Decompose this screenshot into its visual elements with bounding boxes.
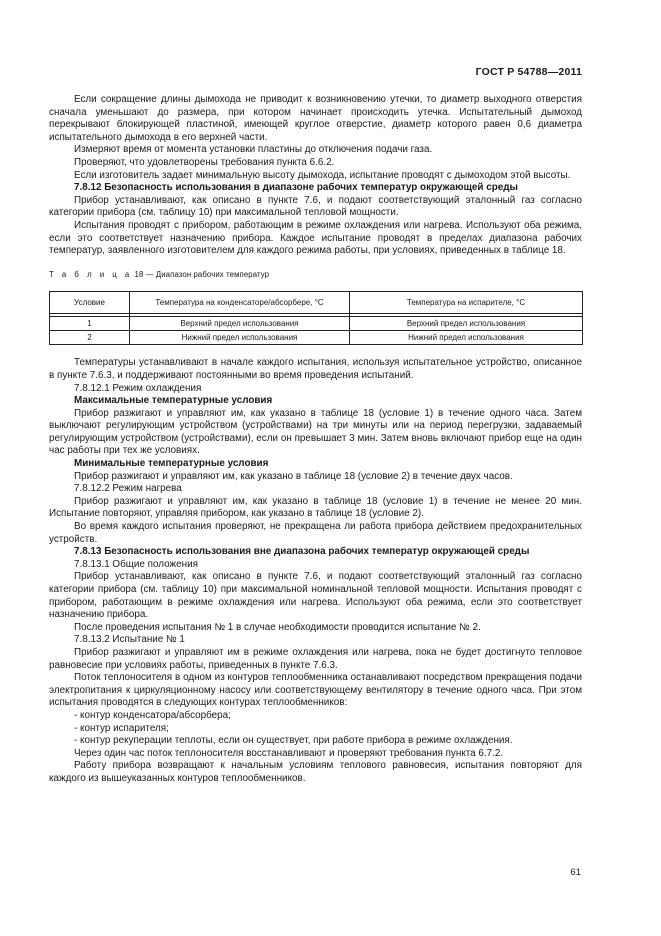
table-header-cell: Температура на испарителе, °С xyxy=(350,292,583,314)
section-heading-7-8-12: 7.8.12 Безопасность использования в диапазоне рабочих температур окружающей среды xyxy=(74,182,518,194)
paragraph: Прибор разжигают и управляют им, как указано в таблице 18 (условие 1) в течение не менее 20 мин. Испытание повторяют, управляя прибором, как указано в таблице 18 (условие 2). xyxy=(49,495,582,520)
table-caption-text: 18 — Диапазон рабочих температур xyxy=(132,269,270,279)
document-header: ГОСТ Р 54788—2011 xyxy=(475,66,582,78)
paragraph: Работу прибора возвращают к начальным условиям теплового равновесия, испытания повторяют для каждого из вышеуказанных контуров теплообменников. xyxy=(49,760,582,784)
paragraph: Если изготовитель задает минимальную высоту дымохода, испытание проводят с дымоходом этой высоты. xyxy=(74,169,571,181)
paragraph: Поток теплоносителя в одном из контуров теплообменника останавливают посредством прекращения подачи электропитания к циркуляционному насосу или соответствующему вентилятору в течение одного часа. При этом испытания проводятся в следующих контурах теплообменников: xyxy=(49,672,582,709)
paragraph: Прибор разжигают и управляют им, как указано в таблице 18 (условие 1) в течение одного часа. Затем выключают регулирующим устройством (устройствами) на три минуты или на период перегрузки, задаваемый регулирующим устройством (устройствами), если он превышает 3 мин. Затем вновь включают прибор еще на один час работы при тех же условиях. xyxy=(49,407,582,457)
subsection-title: 7.8.12.1 Режим охлаждения xyxy=(74,382,202,394)
table-caption-prefix: Т а б л и ц а xyxy=(49,269,133,279)
table-header-row xyxy=(50,292,583,314)
subsection-title: 7.8.13.1 Общие положения xyxy=(74,558,198,570)
paragraph: Во время каждого испытания проверяют, не прекращена ли работа прибора действием предохранительных устройств. xyxy=(49,521,582,545)
heading-max-conditions: Максимальные температурные условия xyxy=(74,395,273,407)
paragraph: Температуры устанавливают в начале каждого испытания, используя испытательное устройство, описанное в пункте 7.6.3, и поддерживают постоянными во время проведения испытаний. xyxy=(49,357,582,381)
paragraph: Прибор разжигают и управляют им в режиме охлаждения или нагрева, пока не будет достигнуто тепловое равновесие при условиях работы, приведенных в пункте 7.6.3. xyxy=(49,646,582,671)
table-header-cell: Условие xyxy=(50,292,130,314)
table-cell: Верхний предел использования xyxy=(350,317,583,331)
paragraph: Проверяют, что удовлетворены требования пункта 6.6.2. xyxy=(74,156,335,168)
table-cell: Нижний предел использования xyxy=(350,331,583,345)
paragraph: После проведения испытания № 1 в случае необходимости проводится испытание № 2. xyxy=(74,621,481,633)
list-item: - контур рекуперации теплоты, если он существует, при работе прибора в режиме охлаждения. xyxy=(74,735,513,747)
paragraph: Через один час поток теплоносителя восстанавливают и проверяют требования пункта 6.7.2. xyxy=(74,747,504,759)
paragraph: Измеряют время от момента установки пластины до отключения подачи газа. xyxy=(74,144,433,156)
list-item: - контур испарителя; xyxy=(74,722,169,734)
paragraph: Прибор устанавливают, как описано в пункте 7.6, и подают соответствующий эталонный газ согласно категории прибора (см. таблицу 10) при максимальной номинальной тепловой мощности. Испытания проводят с прибором, работающим в режиме охлаждения или нагрева. Используют оба режима, если это соответствует назначению прибора. xyxy=(49,571,582,621)
paragraph: Прибор устанавливают, как описано в пункте 7.6, и подают соответствующий эталонный газ согласно категории прибора (см. таблицу 10) при максимальной тепловой мощности. xyxy=(49,194,582,219)
page-number: 61 xyxy=(570,867,581,878)
table-cell: Нижний предел использования xyxy=(130,331,350,345)
table-header-cell: Температура на конденсаторе/абсорбере, °С xyxy=(130,292,350,314)
heading-min-conditions: Минимальные температурные условия xyxy=(74,458,269,470)
document-body xyxy=(49,94,582,786)
table-row xyxy=(50,331,583,345)
table-cell: Верхний предел использования xyxy=(130,317,350,331)
paragraph: Прибор разжигают и управляют им, как указано в таблице 18 (условие 2) в течение двух часов. xyxy=(74,470,513,482)
paragraph: Если сокращение длины дымохода не приводит к возникновению утечки, то диаметр выходного отверстия сначала уменьшают до размера, при котором начинает происходить утечка. Испытательный дымоход перекрывают блокирующей пластиной, имеющей круглое отверстие, диаметр которого равен 0,6 диаметра испытательного дымохода в его верхней части. xyxy=(49,94,582,143)
paragraph: Испытания проводят с прибором, работающим в режиме охлаждения или нагрева. Используют оба режима, если это соответствует назначению прибора. Каждое испытание проводят в пределах диапазона рабочих температур, заявленного изготовителем для каждого режима работы, при условиях, приведенных в таблице 18. xyxy=(49,219,582,257)
subsection-title: 7.8.12.2 Режим нагрева xyxy=(74,483,182,495)
table-row xyxy=(50,317,583,331)
subsection-title: 7.8.13.2 Испытание № 1 xyxy=(74,634,185,646)
temperature-range-table xyxy=(49,291,583,345)
list-item: - контур конденсатора/абсорбера; xyxy=(74,709,231,721)
section-heading-7-8-13: 7.8.13 Безопасность использования вне диапазона рабочих температур окружающей среды xyxy=(74,546,530,558)
table-caption xyxy=(49,269,582,282)
table-cell: 1 xyxy=(50,317,130,331)
table-cell: 2 xyxy=(50,331,130,345)
